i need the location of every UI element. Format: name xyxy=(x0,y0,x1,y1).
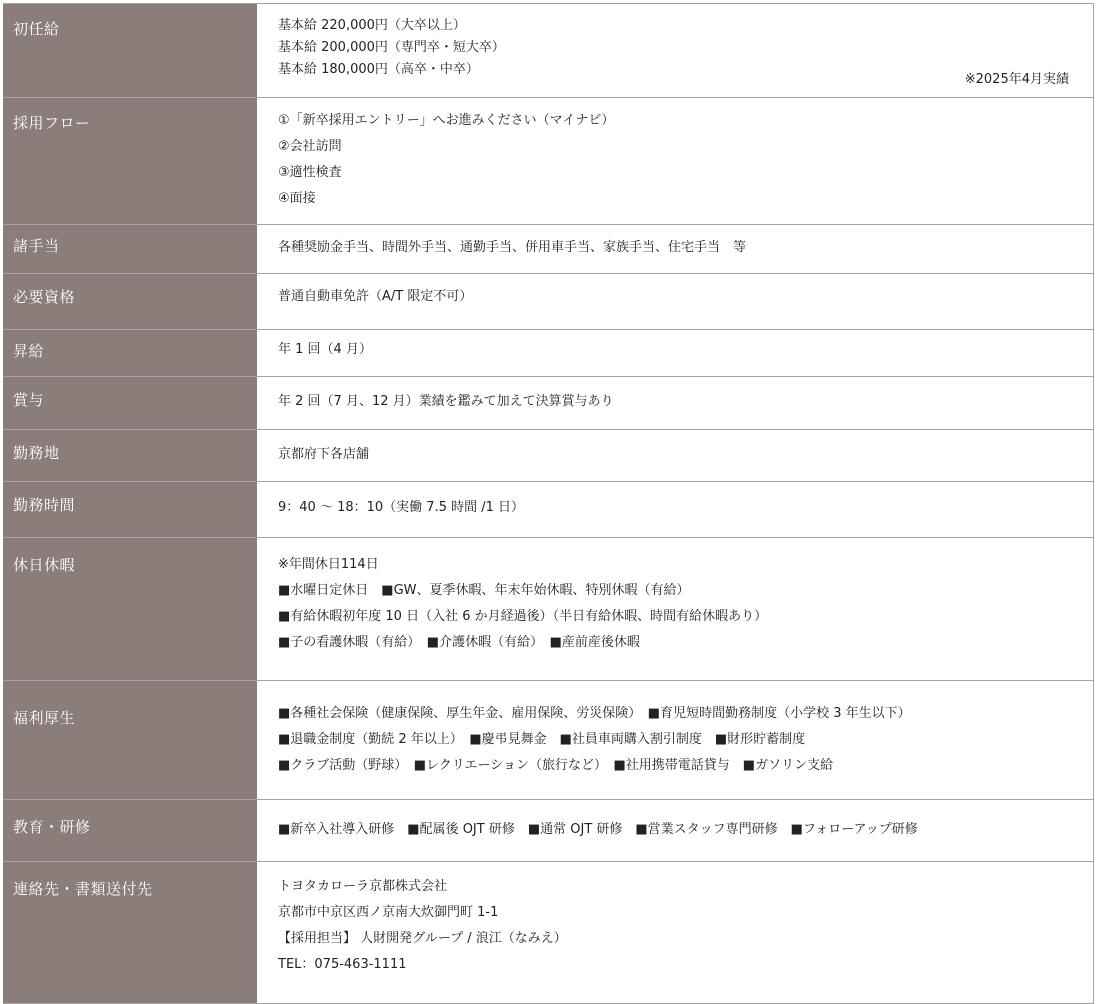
body-line: ■各種社会保険（健康保険、厚生年金、雇用保険、労災保険） ■育児短時間勤務制度（小学校 3 年生以下） xyxy=(278,706,911,721)
row-allowances xyxy=(3,225,1094,274)
body-line: 京都府下各店舗 xyxy=(278,447,370,462)
row-body xyxy=(258,482,1094,537)
row-header: 福利厚生 xyxy=(3,681,258,799)
body-line: ④面接 xyxy=(278,191,316,206)
row-header: 連絡先・書類送付先 xyxy=(3,862,258,1003)
row-header: 教育・研修 xyxy=(3,800,258,861)
row-hiring-flow xyxy=(3,98,1094,225)
row-body xyxy=(258,862,1094,1003)
row-training xyxy=(3,800,1094,862)
body-line: ①「新卒採用エントリー」へお進みください（マイナビ） xyxy=(278,113,615,128)
body-line: ■新卒入社導入研修 ■配属後 OJT 研修 ■通常 OJT 研修 ■営業スタッフ専門研修 ■フォローアップ研修 xyxy=(278,822,918,837)
row-body xyxy=(258,538,1094,680)
body-line: 基本給 220,000円（大卒以上） xyxy=(278,18,466,33)
phone-number: TEL：075-463-1111 xyxy=(278,957,407,972)
body-line: 9：40 ～ 18：10（実働 7.5 時間 /1 日） xyxy=(278,500,525,515)
recruiting-contact: 【採用担当】 人財開発グループ / 浪江（なみえ） xyxy=(278,931,567,946)
row-work-location xyxy=(3,430,1094,482)
row-body xyxy=(258,98,1094,224)
recruitment-info-table xyxy=(3,3,1094,1004)
body-line: 基本給 200,000円（専門卒・短大卒） xyxy=(278,40,505,55)
row-benefits xyxy=(3,681,1094,800)
row-qualifications xyxy=(3,274,1094,330)
row-work-hours xyxy=(3,482,1094,538)
row-body xyxy=(258,681,1094,799)
row-header: 勤務時間 xyxy=(3,482,258,537)
row-header: 賞与 xyxy=(3,377,258,429)
body-line: 各種奨励金手当、時間外手当、通勤手当、併用車手当、家族手当、住宅手当 等 xyxy=(278,240,747,255)
row-raises xyxy=(3,330,1094,377)
body-line: ■水曜日定休日 ■GW、夏季休暇、年末年始休暇、特別休暇（有給） xyxy=(278,583,690,598)
body-line: ②会社訪問 xyxy=(278,139,342,154)
body-line: ③適性検査 xyxy=(278,165,342,180)
body-line: 年 2 回（7 月、12 月）業績を鑑みて加えて決算賞与あり xyxy=(278,394,614,409)
row-header: 休日休暇 xyxy=(3,538,258,680)
row-body xyxy=(258,800,1094,861)
row-body xyxy=(258,225,1094,273)
body-line: 基本給 180,000円（高卒・中卒） xyxy=(278,62,479,77)
body-line: ■子の看護休暇（有給） ■介護休暇（有給） ■産前産後休暇 xyxy=(278,635,640,650)
row-bonus xyxy=(3,377,1094,430)
row-header: 昇給 xyxy=(3,330,258,376)
row-contact xyxy=(3,862,1094,1004)
row-header: 勤務地 xyxy=(3,430,258,481)
company-name: トヨタカローラ京都株式会社 xyxy=(278,879,448,894)
row-header: 採用フロー xyxy=(3,98,258,224)
salary-note: ※2025年4月実績 xyxy=(964,72,1069,87)
row-body xyxy=(258,377,1094,429)
row-body xyxy=(258,330,1094,376)
row-header: 必要資格 xyxy=(3,274,258,329)
company-address: 京都市中京区西ノ京南大炊御門町 1-1 xyxy=(278,905,499,920)
row-starting-salary xyxy=(3,3,1094,98)
row-header: 初任給 xyxy=(3,4,258,97)
row-body xyxy=(258,430,1094,481)
body-line: 普通自動車免許（A/T 限定不可） xyxy=(278,289,473,304)
body-line: ※年間休日114日 xyxy=(278,557,379,572)
row-header: 諸手当 xyxy=(3,225,258,273)
body-line: 年 1 回（4 月） xyxy=(278,342,372,357)
row-holidays xyxy=(3,538,1094,681)
body-line: ■クラブ活動（野球） ■レクリエーション（旅行など） ■社用携帯電話貸与 ■ガソリン支給 xyxy=(278,758,834,773)
body-line: ■退職金制度（勤続 2 年以上） ■慶弔見舞金 ■社員車両購入割引制度 ■財形貯蓄制度 xyxy=(278,732,806,747)
body-line: ■有給休暇初年度 10 日（入社 6 か月経過後）（半日有給休暇、時間有給休暇あり） xyxy=(278,609,768,624)
row-body xyxy=(258,274,1094,329)
